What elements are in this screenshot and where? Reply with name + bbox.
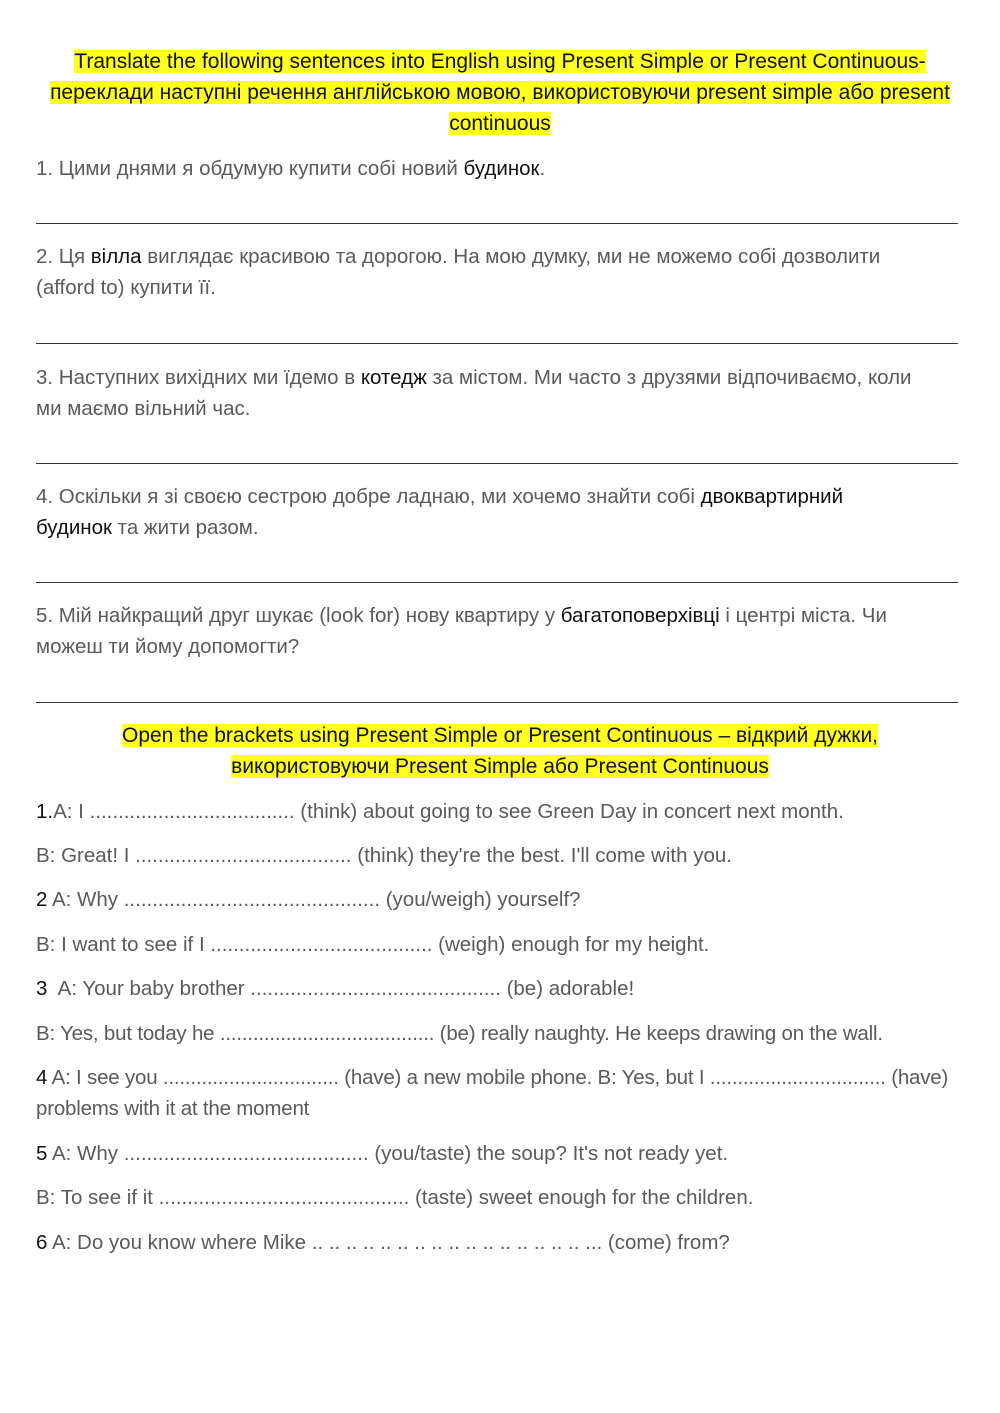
exercise-number: 4 — [36, 1066, 48, 1089]
item-text: (afford to) купити її. — [36, 276, 216, 299]
item-text: . — [539, 157, 546, 180]
exercise-text: B: Yes, but today he ....................................... (be) really naughty. He keeps drawing on the wall. — [36, 1022, 883, 1045]
exercise-line — [36, 1018, 976, 1049]
brackets-instructions-heading — [30, 720, 970, 782]
exercise-number: 6 — [36, 1231, 48, 1254]
item-text: 2. Ця — [36, 245, 91, 268]
exercise-line — [36, 1182, 966, 1213]
exercise-number: 5 — [36, 1142, 48, 1165]
answer-line-1[interactable] — [36, 223, 958, 224]
exercise-line — [36, 796, 966, 827]
heading-line: continuous — [449, 112, 551, 135]
item-text: 1. Цими днями я обдумую купити собі новий — [36, 157, 464, 180]
exercise-text: B: I want to see if I ....................................... (weigh) enough for my height. — [36, 933, 710, 956]
vocab-word: будинок — [463, 157, 540, 180]
answer-line-2[interactable] — [36, 343, 958, 344]
exercise-line — [36, 840, 966, 871]
exercise-line — [36, 973, 966, 1004]
heading-line: використовуючи Present Simple або Present Continuous — [231, 755, 769, 778]
translation-item-3 — [36, 362, 966, 424]
item-text: 4. Оскільки я зі своєю сестрою добре ладнаю, ми хочемо знайти собі — [36, 485, 701, 508]
exercise-line — [36, 929, 966, 960]
item-text: 3. Наступних вихідних ми їдемо в — [36, 366, 361, 389]
exercise-text: A: Your baby brother ............................................ (be) adorable! — [47, 977, 635, 1000]
answer-line-3[interactable] — [36, 463, 958, 464]
translation-item-2 — [36, 241, 966, 303]
exercise-text: A: Why ........................................... (you/taste) the soup? It's not ready yet. — [47, 1142, 729, 1165]
item-text: 5. Мій найкращий друг шукає (look for) нову квартиру у — [36, 604, 561, 627]
exercise-text: A: I see you ................................ (have) a new mobile phone. B: Yes, but I ................................ (have) problems with it at the moment — [36, 1066, 949, 1120]
exercise-line — [36, 1138, 966, 1169]
exercise-line — [36, 884, 966, 915]
item-text: ми маємо вільний час. — [36, 397, 251, 420]
exercise-text: A: Why ............................................. (you/weigh) yourself? — [47, 888, 581, 911]
heading-line: переклади наступні речення англійською мовою, використовуючи present simple або present — [50, 81, 950, 104]
exercise-text: A: I .................................... (think) about going to see Green Day in concert next month. — [53, 800, 844, 823]
vocab-word: двоквартирний — [700, 485, 844, 508]
item-text: і центрі міста. Чи — [719, 604, 887, 627]
vocab-word: вілла — [90, 245, 142, 268]
vocab-word: котедж — [360, 366, 427, 389]
answer-line-5[interactable] — [36, 702, 958, 703]
translate-instructions-heading — [30, 46, 970, 139]
item-text: можеш ти йому допомогти? — [36, 635, 300, 658]
item-text: за містом. Ми часто з друзями відпочиваємо, коли — [426, 366, 912, 389]
exercise-number: 3 — [36, 977, 48, 1000]
translation-item-1 — [36, 153, 966, 184]
translation-item-5 — [36, 600, 966, 662]
item-text: та жити разом. — [111, 516, 259, 539]
item-text: виглядає красивою та дорогою. На мою думку, ми не можемо собі дозволити — [141, 245, 881, 268]
heading-line: Open the brackets using Present Simple or Present Continuous – відкрий дужки, — [121, 724, 879, 747]
heading-line: Translate the following sentences into English using Present Simple or Present Continuous- — [74, 50, 926, 73]
exercise-number: 2 — [36, 888, 48, 911]
vocab-word: багатоповерхівці — [560, 604, 720, 627]
exercise-number: 1. — [36, 800, 54, 823]
translation-item-4 — [36, 481, 966, 543]
vocab-word: будинок — [36, 516, 112, 539]
exercise-text: A: Do you know where Mike .. .. .. .. .. .. .. .. .. .. .. .. .. .. .. .. ... (come) from? — [47, 1231, 730, 1254]
exercise-text: B: Great! I ...................................... (think) they're the best. I'll come with you. — [36, 844, 732, 867]
answer-line-4[interactable] — [36, 582, 958, 583]
exercise-line — [36, 1227, 966, 1258]
exercise-line — [36, 1062, 971, 1124]
exercise-text: B: To see if it ............................................ (taste) sweet enough for the children. — [36, 1186, 754, 1209]
